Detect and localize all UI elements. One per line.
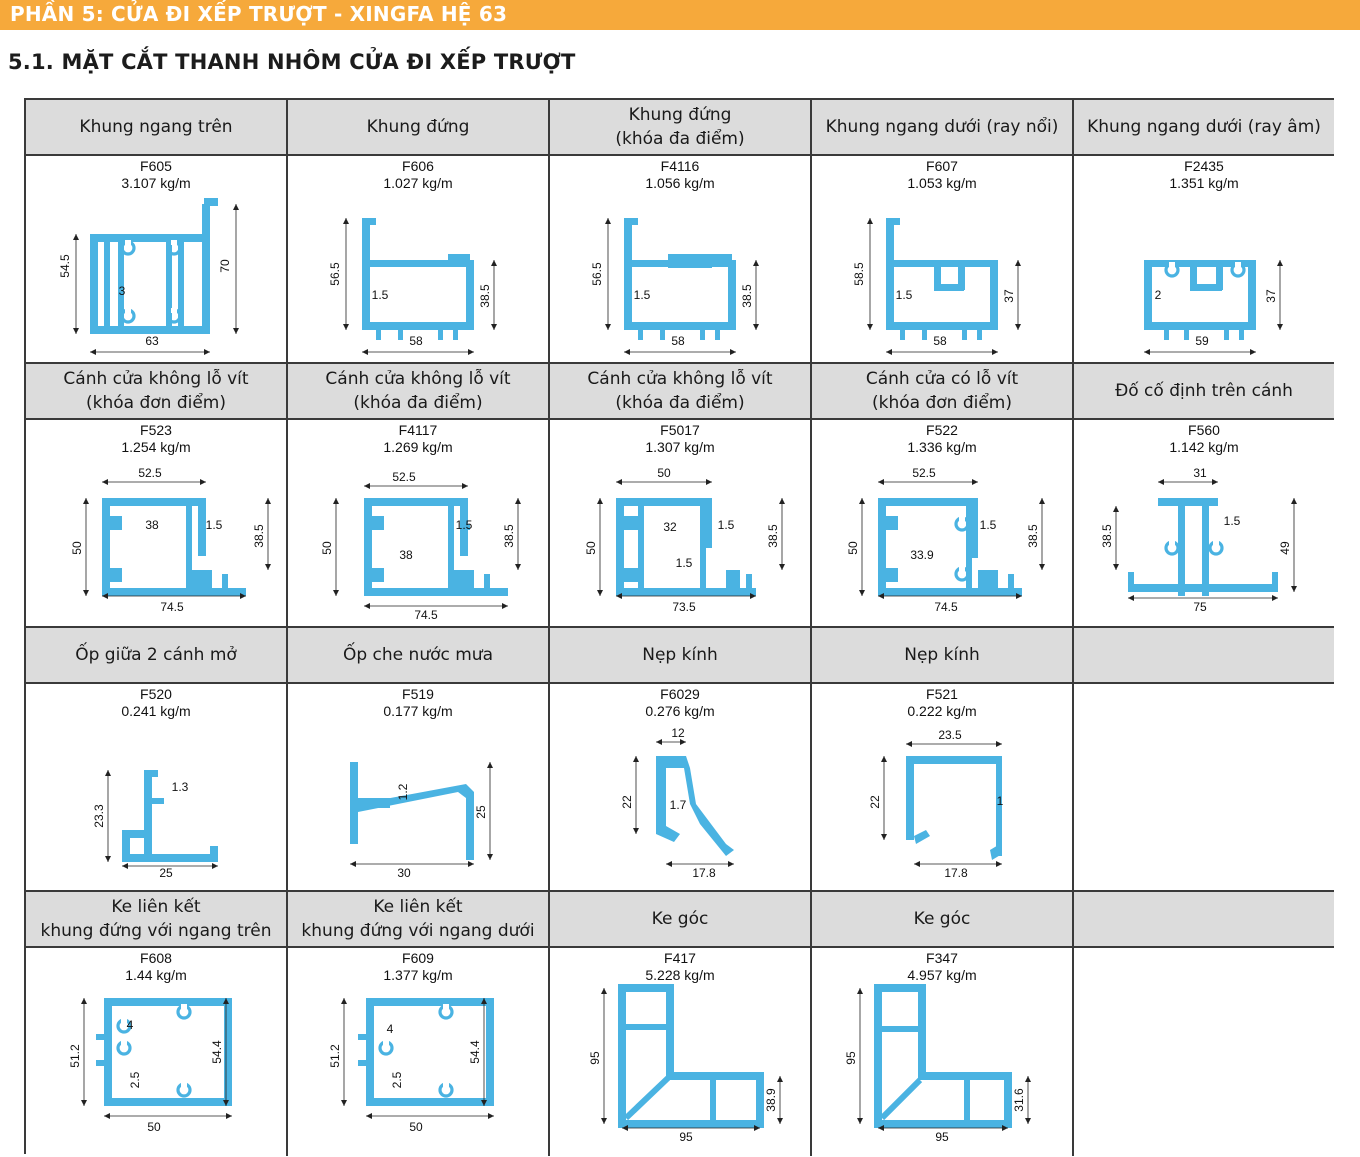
dimension-label: 17.8 — [692, 866, 716, 881]
dimension-label: 31.6 — [1012, 1088, 1027, 1112]
frame-vertical-profile-icon — [288, 156, 548, 362]
dimension-label: 1.5 — [633, 288, 651, 303]
profile-shape — [122, 770, 218, 862]
profile-code: F523 — [140, 422, 172, 438]
profile-shape — [350, 762, 474, 860]
profile-header: Ke góc — [812, 892, 1074, 948]
dimension-label: 52.5 — [912, 466, 936, 481]
dimension-label: 50 — [409, 1120, 423, 1135]
profile-weight: 0.222 kg/m — [907, 703, 977, 719]
joint-bracket-bottom-profile-icon — [288, 948, 548, 1154]
profile-shape — [364, 498, 508, 596]
profile-weight: 1.44 kg/m — [125, 967, 187, 983]
dimension-label: 38.5 — [502, 524, 517, 548]
profile-cell — [26, 684, 288, 892]
dimension-label: 38.5 — [766, 524, 781, 548]
dimension-label: 54.5 — [58, 254, 73, 278]
profile-cell — [1074, 420, 1334, 628]
frame-bottom-raised-rail-profile-icon — [812, 156, 1072, 362]
dimension-label: 58 — [671, 334, 685, 349]
dimension-label: 30 — [397, 866, 411, 881]
dimension-label: 17.8 — [944, 866, 968, 881]
profile-cell — [26, 156, 288, 364]
dimension-label: 4 — [126, 1018, 134, 1033]
dimension-label: 52.5 — [392, 470, 416, 485]
dimension-label: 49 — [1278, 541, 1293, 555]
profile-cell — [812, 948, 1074, 1156]
profile-weight: 1.307 kg/m — [645, 439, 715, 455]
profile-cell — [1074, 948, 1334, 1156]
profile-weight: 1.142 kg/m — [1169, 439, 1239, 455]
profile-code: F521 — [926, 686, 958, 702]
profile-shape — [622, 988, 760, 1124]
dimension-label: 54.4 — [210, 1040, 225, 1064]
dimension-label: 1.5 — [455, 518, 473, 533]
dimension-label: 63 — [145, 334, 159, 349]
corner-cleat-alt-profile-icon — [812, 948, 1072, 1154]
dimension-label: 38 — [399, 548, 413, 563]
dimension-label: 1.5 — [675, 556, 693, 571]
profile-cell — [550, 156, 812, 364]
profile-header: Ke liên kết khung đứng với ngang dưới — [288, 892, 550, 948]
sash-screw-hole-profile-icon — [812, 420, 1072, 626]
profile-header: Khung đứng (khóa đa điểm) — [550, 100, 812, 156]
profile-weight: 1.377 kg/m — [383, 967, 453, 983]
dimension-label: 37 — [1002, 289, 1017, 303]
profile-cell — [1074, 684, 1334, 892]
profile-code: F609 — [402, 950, 434, 966]
dimension-label: 95 — [679, 1130, 693, 1145]
dimension-label: 22 — [620, 795, 635, 809]
dimension-label: 54.4 — [468, 1040, 483, 1064]
dimension-label: 56.5 — [328, 262, 343, 286]
profile-header: Ke liên kết khung đứng với ngang trên — [26, 892, 288, 948]
profile-header — [1074, 892, 1334, 948]
profile-cell — [26, 420, 288, 628]
profile-weight: 1.027 kg/m — [383, 175, 453, 191]
glazing-bead-alt-profile-icon — [812, 684, 1072, 890]
dimension-label: 2 — [1154, 288, 1162, 303]
center-cover-profile-icon — [26, 684, 286, 890]
profile-shape — [624, 218, 736, 340]
dimension-label: 1.5 — [895, 288, 913, 303]
dimension-label: 95 — [935, 1130, 949, 1145]
profile-weight: 5.228 kg/m — [645, 967, 715, 983]
profile-table — [24, 98, 1334, 1154]
dimension-label: 3 — [118, 284, 126, 299]
profile-code: F608 — [140, 950, 172, 966]
dimension-label: 95 — [844, 1051, 859, 1065]
frame-bottom-recessed-rail-profile-icon — [1074, 156, 1332, 362]
profile-shape — [616, 498, 756, 596]
dimension-label: 1.7 — [669, 798, 687, 813]
profile-cell — [550, 948, 812, 1156]
dimension-label: 37 — [1264, 289, 1279, 303]
dimension-label: 12 — [671, 726, 685, 741]
dimension-label: 74.5 — [414, 608, 438, 623]
dimension-label: 50 — [657, 466, 671, 481]
dimension-label: 31 — [1193, 466, 1207, 481]
dimension-label: 23.3 — [92, 804, 107, 828]
dimension-label: 50 — [846, 541, 861, 555]
profile-weight: 1.053 kg/m — [907, 175, 977, 191]
profile-header: Cánh cửa không lỗ vít (khóa đơn điểm) — [26, 364, 288, 420]
dimension-label: 1.2 — [396, 783, 411, 801]
dimension-label: 38.5 — [478, 284, 493, 308]
dimension-label: 1.3 — [171, 780, 189, 795]
profile-code: F4117 — [398, 422, 438, 438]
dimension-lines — [1144, 260, 1283, 355]
profile-header: Ốp che nước mưa — [288, 628, 550, 684]
sash-single-lock-profile-icon — [26, 420, 286, 626]
profile-cell — [288, 684, 550, 892]
dimension-label: 38.5 — [1026, 524, 1041, 548]
profile-code: F4116 — [660, 158, 700, 174]
dimension-label: 32 — [663, 520, 677, 535]
profile-shape — [878, 988, 1008, 1124]
profile-weight: 0.177 kg/m — [383, 703, 453, 719]
dimension-label: 1.5 — [1223, 514, 1241, 529]
dimension-label: 2.5 — [390, 1071, 405, 1089]
dimension-label: 38.5 — [1100, 524, 1115, 548]
dimension-label: 1 — [996, 794, 1004, 809]
profile-weight: 4.957 kg/m — [907, 967, 977, 983]
dimension-label: 51.2 — [68, 1044, 83, 1068]
profile-shape — [362, 218, 474, 340]
dimension-label: 56.5 — [590, 262, 605, 286]
dimension-lines — [601, 988, 783, 1131]
profile-header: Cánh cửa không lỗ vít (khóa đa điểm) — [288, 364, 550, 420]
profile-code: F2435 — [1184, 158, 1224, 174]
profile-code: F520 — [140, 686, 172, 702]
profile-code: F5017 — [660, 422, 700, 438]
profile-cell — [812, 684, 1074, 892]
dimension-label: 58.5 — [852, 262, 867, 286]
dimension-label: 1.5 — [371, 288, 389, 303]
dimension-label: 25 — [474, 805, 489, 819]
profile-header: Ke góc — [550, 892, 812, 948]
profile-header: Nẹp kính — [550, 628, 812, 684]
profile-header: Khung ngang dưới (ray âm) — [1074, 100, 1334, 156]
dimension-label: 1.5 — [205, 518, 223, 533]
profile-header: Cánh cửa có lỗ vít (khóa đơn điểm) — [812, 364, 1074, 420]
profile-weight: 1.254 kg/m — [121, 439, 191, 455]
banner-title: PHẦN 5: CỬA ĐI XẾP TRƯỢT - XINGFA HỆ 63 — [10, 2, 508, 26]
dimension-label: 95 — [588, 1051, 603, 1065]
sash-multilock-alt-profile-icon — [550, 420, 810, 626]
dimension-label: 50 — [584, 541, 599, 555]
profile-cell — [26, 948, 288, 1156]
profile-header: Khung ngang trên — [26, 100, 288, 156]
frame-vertical-multilock-profile-icon — [550, 156, 810, 362]
dimension-label: 75 — [1193, 600, 1207, 615]
dimension-label: 74.5 — [934, 600, 958, 615]
dimension-label: 25 — [159, 866, 173, 881]
dimension-label: 38.9 — [764, 1088, 779, 1112]
dimension-label: 2.5 — [128, 1071, 143, 1089]
profile-code: F560 — [1188, 422, 1220, 438]
dimension-label: 58 — [409, 334, 423, 349]
dimension-label: 38 — [145, 518, 159, 533]
profile-cell — [550, 684, 812, 892]
profile-header: Khung ngang dưới (ray nổi) — [812, 100, 1074, 156]
profile-header: Ốp giữa 2 cánh mở — [26, 628, 288, 684]
dimension-label: 70 — [218, 259, 233, 273]
dimension-label: 73.5 — [672, 600, 696, 615]
dimension-label: 58 — [933, 334, 947, 349]
dimension-label: 50 — [320, 541, 335, 555]
joint-bracket-top-profile-icon — [26, 948, 286, 1154]
profile-header: Nẹp kính — [812, 628, 1074, 684]
profile-header — [1074, 628, 1334, 684]
section-title: 5.1. MẶT CẮT THANH NHÔM CỬA ĐI XẾP TRƯỢT — [8, 50, 576, 74]
dimension-label: 33.9 — [910, 548, 934, 563]
profile-weight: 1.351 kg/m — [1169, 175, 1239, 191]
profile-header: Khung đứng — [288, 100, 550, 156]
dimension-label: 50 — [147, 1120, 161, 1135]
dimension-label: 1.5 — [717, 518, 735, 533]
dimension-label: 1.5 — [979, 518, 997, 533]
profile-weight: 1.056 kg/m — [645, 175, 715, 191]
dimension-label: 23.5 — [938, 728, 962, 743]
profile-weight: 3.107 kg/m — [121, 175, 191, 191]
glazing-bead-profile-icon — [550, 684, 810, 890]
dimension-label: 74.5 — [160, 600, 184, 615]
profile-weight: 0.276 kg/m — [645, 703, 715, 719]
dimension-label: 59 — [1195, 334, 1209, 349]
profile-weight: 0.241 kg/m — [121, 703, 191, 719]
profile-cell — [288, 420, 550, 628]
profile-weight: 1.336 kg/m — [907, 439, 977, 455]
rain-cover-profile-icon — [288, 684, 548, 890]
profile-code: F417 — [664, 950, 696, 966]
profile-cell — [288, 948, 550, 1156]
profile-shape — [906, 756, 1002, 860]
profile-cell — [288, 156, 550, 364]
profile-shape — [1128, 498, 1278, 596]
profile-header: Đố cố định trên cánh — [1074, 364, 1334, 420]
profile-header: Cánh cửa không lỗ vít (khóa đa điểm) — [550, 364, 812, 420]
sash-multilock-profile-icon — [288, 420, 548, 626]
dimension-label: 4 — [386, 1022, 394, 1037]
profile-shape — [90, 198, 218, 334]
profile-code: F347 — [926, 950, 958, 966]
profile-shape — [886, 218, 998, 340]
dimension-label: 50 — [70, 541, 85, 555]
section-banner — [0, 0, 1360, 30]
profile-shape — [878, 498, 1022, 596]
profile-code: F522 — [926, 422, 958, 438]
profile-cell — [550, 420, 812, 628]
frame-top-profile-icon — [26, 156, 286, 362]
dimension-label: 22 — [868, 795, 883, 809]
profile-code: F605 — [140, 158, 172, 174]
dimension-label: 38.5 — [740, 284, 755, 308]
profile-shape — [656, 756, 734, 856]
profile-code: F607 — [926, 158, 958, 174]
profile-cell — [812, 420, 1074, 628]
profile-code: F519 — [402, 686, 434, 702]
profile-weight: 1.269 kg/m — [383, 439, 453, 455]
fixed-mullion-profile-icon — [1074, 420, 1332, 626]
dimension-label: 52.5 — [138, 466, 162, 481]
dimension-label: 51.2 — [328, 1044, 343, 1068]
dimension-label: 38.5 — [252, 524, 267, 548]
profile-shape — [102, 498, 246, 596]
corner-cleat-profile-icon — [550, 948, 810, 1154]
profile-cell — [812, 156, 1074, 364]
profile-code: F606 — [402, 158, 434, 174]
profile-cell — [1074, 156, 1334, 364]
profile-code: F6029 — [660, 686, 700, 702]
